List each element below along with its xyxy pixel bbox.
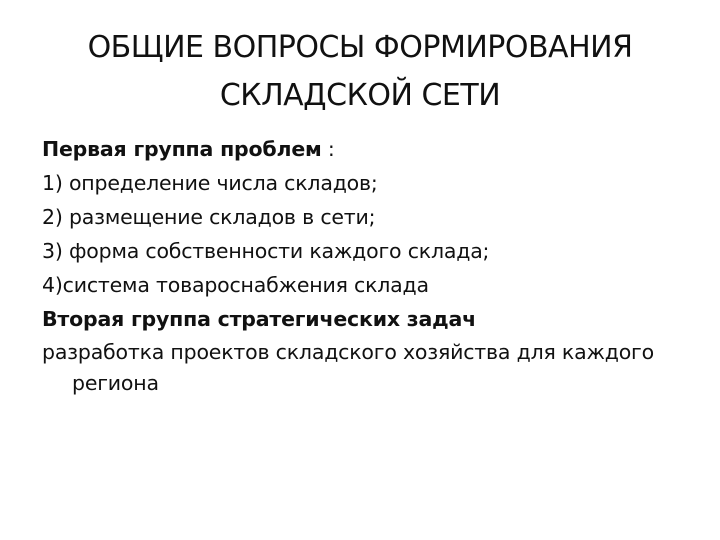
group1-heading: Первая группа проблем: [42, 137, 322, 161]
slide-body: [42, 132, 682, 399]
title-line-2: СКЛАДСКОЙ СЕТИ: [219, 78, 501, 113]
group2-heading: Вторая группа стратегических задач: [42, 307, 477, 331]
group1-heading-row: [42, 132, 682, 166]
title-line-1: ОБЩИЕ ВОПРОСЫ ФОРМИРОВАНИЯ: [87, 30, 633, 65]
list-item: 2) размещение складов в сети;: [42, 205, 376, 229]
group1-heading-suffix: :: [321, 137, 335, 161]
list-item: 1) определение числа складов;: [42, 171, 378, 195]
list-item: 4)система товароснабжения склада: [42, 273, 429, 297]
group2-text: разработка проектов складского хозяйства для каждого региона: [42, 340, 654, 395]
list-item: 3) форма собственности каждого склада;: [42, 239, 490, 263]
slide-title: [0, 24, 720, 120]
